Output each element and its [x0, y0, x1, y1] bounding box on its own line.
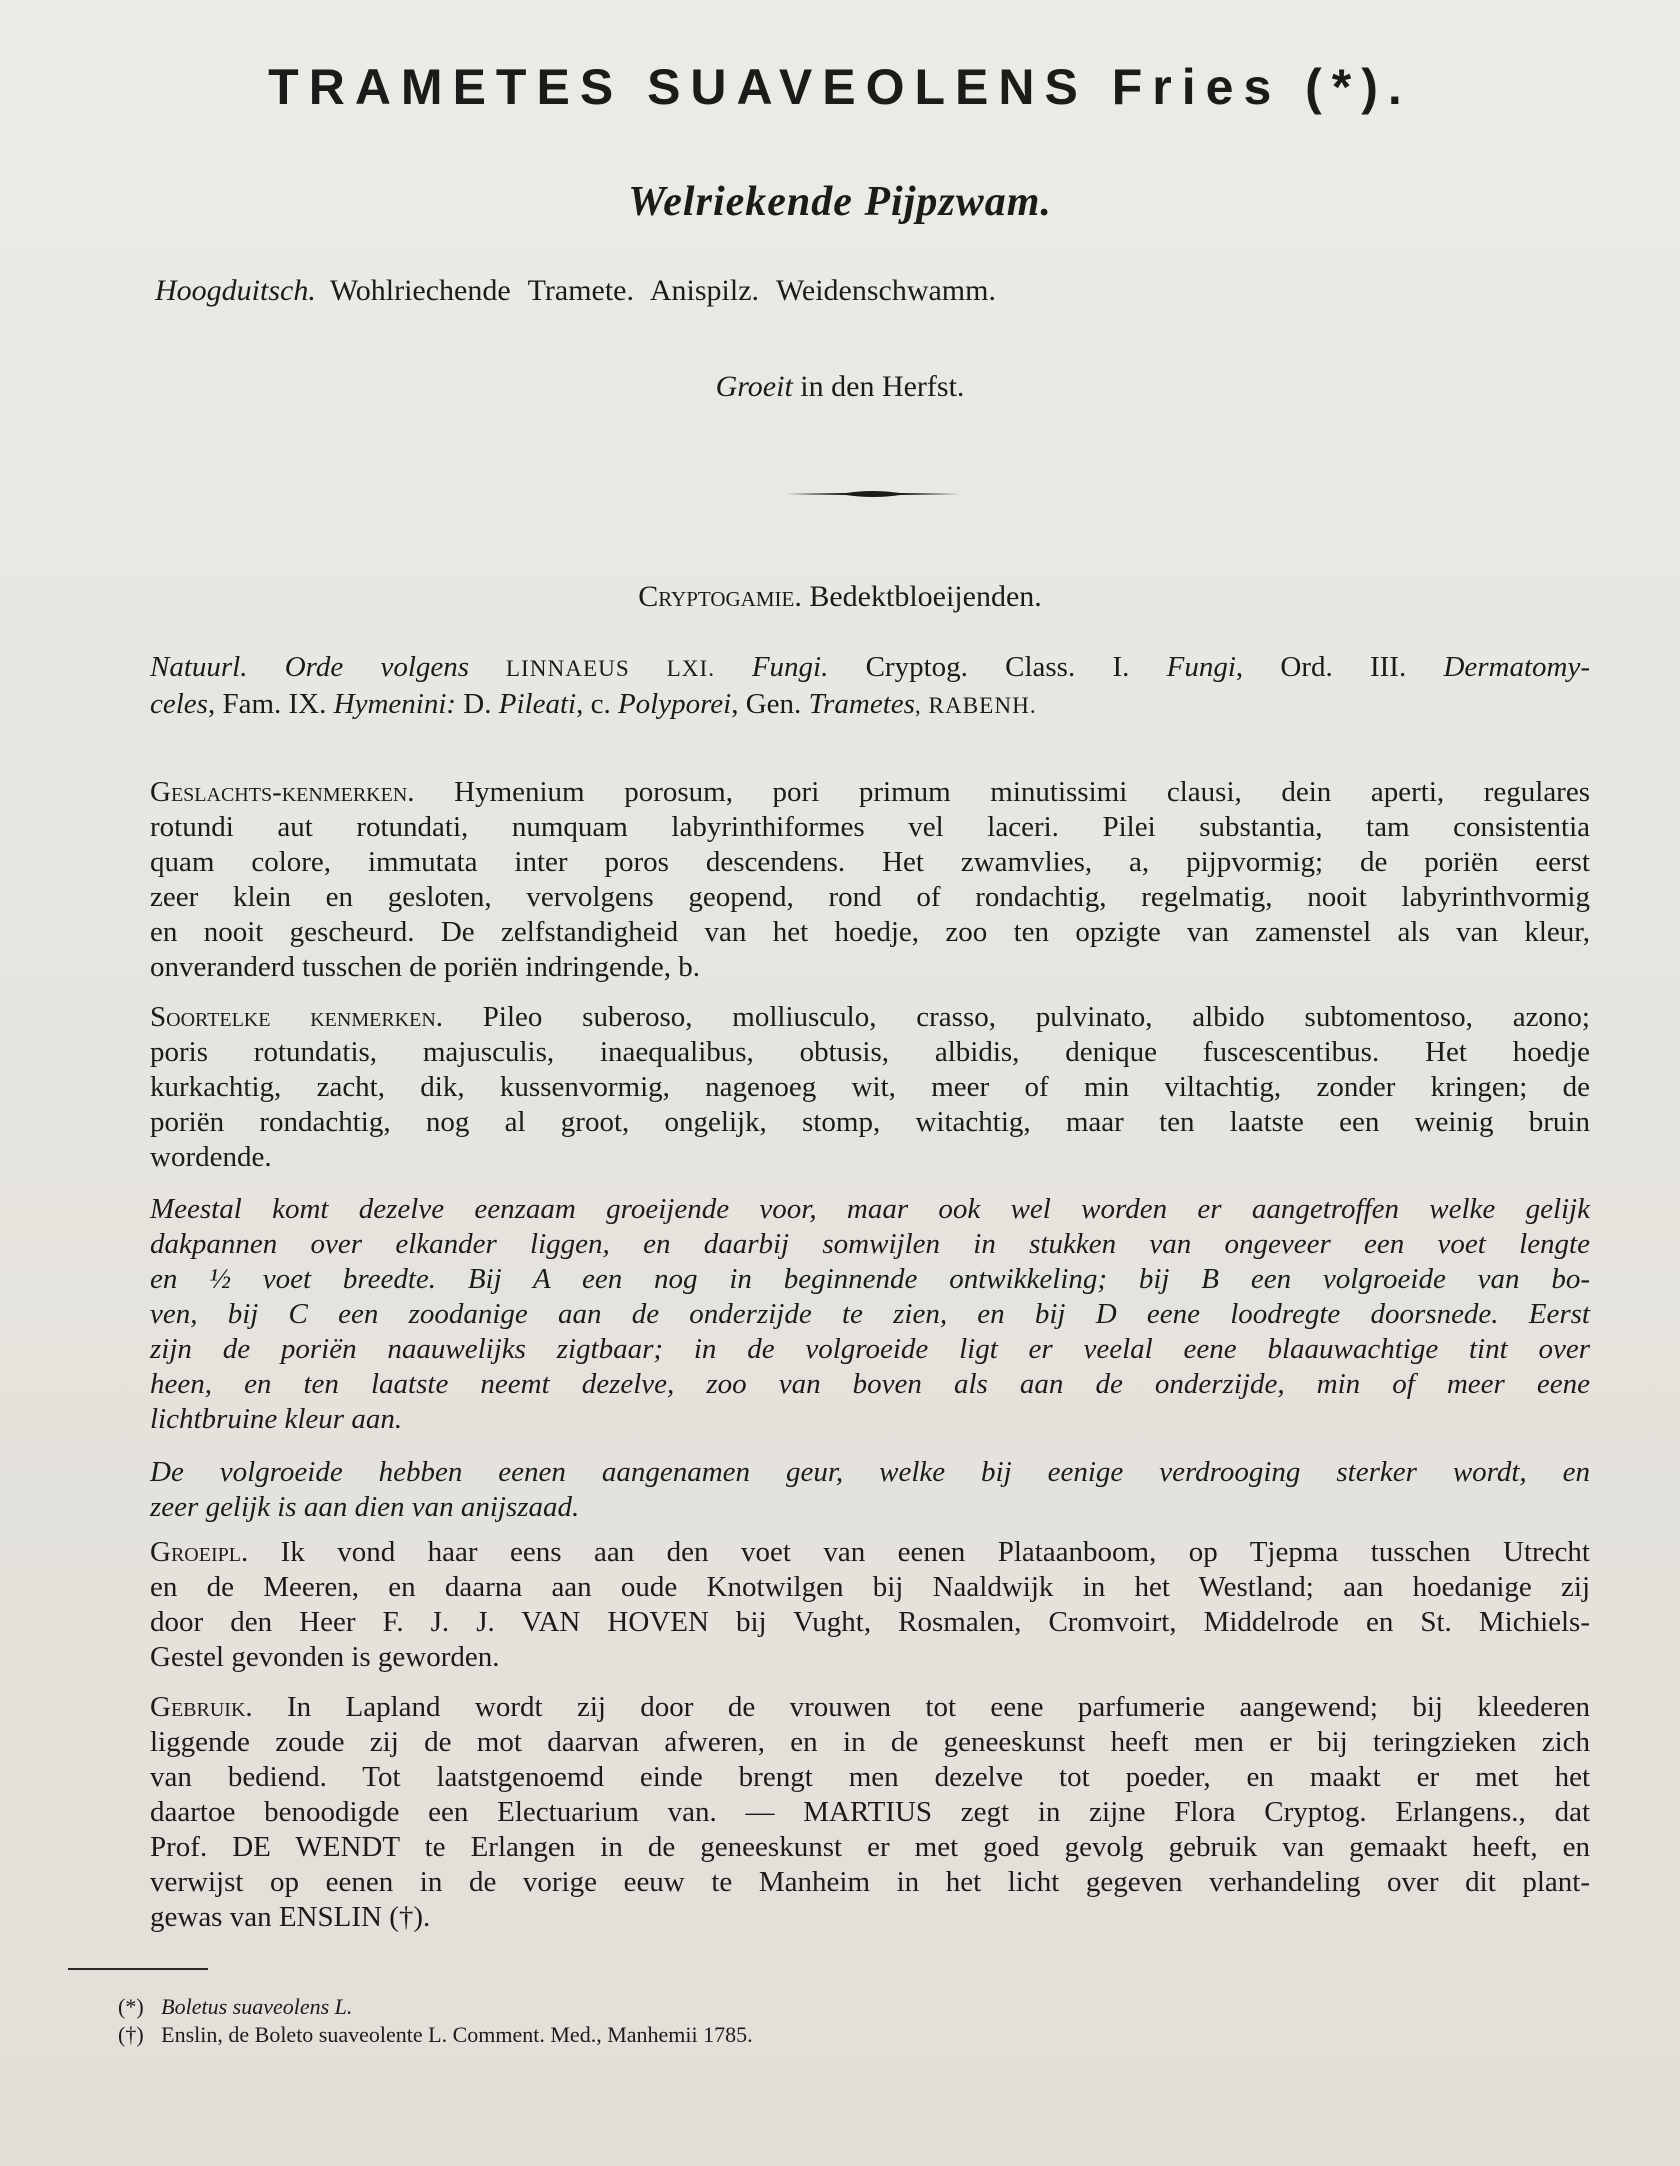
growing-season [0, 370, 1680, 404]
description-line: dakpannen over elkander liggen, en daarbij somwijlen in stukken van ongeveer een voet lengte [150, 1228, 1590, 1260]
natural-order [150, 650, 1590, 724]
habitat-line [150, 1535, 1590, 1570]
order-text: celes [150, 688, 208, 720]
usage [150, 1690, 1590, 1935]
description-line: Meestal komt dezelve eenzaam groeijende voor, maar ook wel worden er aangetroffen welke gelijk [150, 1193, 1590, 1225]
footnote-text: Boletus suaveolens L. [161, 1994, 353, 2019]
species-text: Pileo suberoso, molliusculo, crasso, pulvinato, albido subtomentoso, azono; [443, 1001, 1590, 1033]
description-line: en ½ voet breedte. Bij A een nog in beginnende ontwikkeling; bij B een volgroeide van bo- [150, 1263, 1590, 1295]
order-text: D. [456, 688, 499, 720]
description-line: zijn de poriën naauwelijks zigtbaar; in de volgroeide ligt er veelal eene blaauwachtige tint over [150, 1333, 1590, 1365]
footnote [118, 1994, 352, 2020]
order-text: Fungi. [751, 651, 829, 683]
habitat-line: en de Meeren, en daarna aan oude Knotwilgen bij Naaldwijk in het Westland; aan hoedanige zij [150, 1571, 1590, 1603]
classification-text: Bedektbloeijenden. [801, 580, 1042, 613]
order-text: Cryptog. Class. I. [828, 651, 1167, 683]
usage-line: liggende zoude zij de mot daarvan afweren, en in de geneeskunst heeft men er bij teringzieken zich [150, 1726, 1590, 1758]
order-text: Trametes [808, 688, 915, 720]
order-text: , Fam. IX. [207, 688, 334, 720]
order-text: , Ord. III. [1235, 651, 1444, 683]
habitat [150, 1535, 1590, 1675]
order-line-1 [150, 650, 1590, 687]
usage-line: van bediend. Tot laatstgenoemd einde brengt men dezelve tot poeder, en maakt er met het [150, 1761, 1590, 1793]
smell-note [150, 1455, 1590, 1525]
description [150, 1192, 1590, 1437]
order-text: Polyporei [617, 688, 732, 720]
genus-text: Hymenium porosum, pori primum minutissimi clausi, dein aperti, regulares [414, 776, 1590, 808]
order-text: , RABENH. [914, 693, 1037, 719]
species-characteristics [150, 1000, 1590, 1175]
smell-line: De volgroeide hebben eenen aangenamen geur, welke bij eenige verdrooging sterker wordt, en [150, 1456, 1590, 1488]
season-text: in den Herfst. [792, 370, 965, 403]
usage-line [150, 1690, 1590, 1725]
genus-line [150, 775, 1590, 810]
usage-line: verwijst op eenen in de vorige eeuw te Manheim in het licht gegeven verhandeling over dit plant- [150, 1866, 1590, 1898]
genus-label: Geslachts-kenmerken. [150, 776, 415, 808]
order-line-2 [150, 687, 1590, 724]
order-text: LINNAEUS LXI. [469, 656, 752, 682]
order-text: , Gen. [731, 688, 809, 720]
species-line: wordende. [150, 1141, 272, 1173]
classification [0, 580, 1680, 614]
habitat-line: door den Heer F. J. J. VAN HOVEN bij Vught, Rosmalen, Cromvoirt, Middelrode en St. Michiels- [150, 1606, 1590, 1638]
footnote-mark: (*) [118, 1994, 144, 2019]
footnote [118, 2022, 753, 2048]
order-text: Pileati [498, 688, 577, 720]
order-text: , c. [576, 688, 618, 720]
order-text: Fungi [1166, 651, 1236, 683]
ornament-divider [786, 489, 960, 499]
order-text: Natuurl. Orde volgens [150, 651, 470, 683]
species-line: kurkachtig, zacht, dik, kussenvormig, nagenoeg wit, meer of min viltachtig, zonder kringen; de [150, 1071, 1590, 1103]
genus-line: en nooit gescheurd. De zelfstandigheid van het hoedje, zoo ten opzigte van zamenstel als van kleur, [150, 916, 1590, 948]
order-text: Hymenini: [333, 688, 457, 720]
genus-line: onveranderd tusschen de poriën indringende, b. [150, 951, 701, 983]
order-text: Dermatomy- [1443, 651, 1591, 683]
german-names [155, 274, 996, 308]
description-line: ven, bij C een zoodanige aan de onderzijde te zien, en bij D eene loodregte doorsnede. Eerst [150, 1298, 1590, 1330]
species-line: poris rotundatis, majusculis, inaequalibus, obtusis, albidis, denique fuscescentibus. Het hoedje [150, 1036, 1590, 1068]
species-line [150, 1000, 1590, 1035]
description-line: heen, en ten laatste neemt dezelve, zoo van boven als aan de onderzijde, min of meer eene [150, 1368, 1590, 1400]
species-label: Soortelke kenmerken. [150, 1001, 444, 1033]
usage-line: Prof. DE WENDT te Erlangen in de geneeskunst er met goed gevolg gebruik van gemaakt heeft, en [150, 1831, 1590, 1863]
genus-line: zeer klein en gesloten, vervolgens geopend, rond of rondachtig, regelmatig, nooit labyrinthvormig [150, 881, 1590, 913]
genus-line: rotundi aut rotundati, numquam labyrinthiformes vel laceri. Pilei substantia, tam consistentia [150, 811, 1590, 843]
description-line: lichtbruine kleur aan. [150, 1403, 403, 1435]
usage-text: In Lapland wordt zij door de vrouwen tot eene parfumerie aangewend; bij kleederen [252, 1691, 1590, 1723]
german-label: Hoogduitsch. [155, 274, 316, 307]
page-subtitle: Welriekende Pijpzwam. [628, 179, 1052, 225]
genus-characteristics [150, 775, 1590, 985]
habitat-line: Gestel gevonden is geworden. [150, 1641, 500, 1673]
german-text: Wohlriechende Tramete. Anispilz. Weidenschwamm. [329, 274, 996, 307]
genus-line: quam colore, immutata inter poros descendens. Het zwamvlies, a, pijpvormig; de poriën eerst [150, 846, 1590, 878]
page-title: TRAMETES SUAVEOLENS Fries (*). [268, 59, 1412, 115]
classification-label: Cryptogamie. [638, 580, 802, 613]
habitat-label: Groeipl. [150, 1536, 249, 1568]
habitat-text: Ik vond haar eens aan den voet van eenen Plataanboom, op Tjepma tusschen Utrecht [248, 1536, 1590, 1568]
footnote-text: Enslin, de Boleto suaveolente L. Comment. Med., Manhemii 1785. [161, 2022, 753, 2047]
smell-line: zeer gelijk is aan dien van anijszaad. [150, 1491, 580, 1523]
footnote-mark: (†) [118, 2022, 144, 2047]
usage-line: gewas van ENSLIN (†). [150, 1901, 431, 1933]
usage-line: daartoe benoodigde een Electuarium van. — MARTIUS zegt in zijne Flora Cryptog. Erlangens., dat [150, 1796, 1590, 1828]
footnote-divider [68, 1968, 208, 1970]
species-line: poriën rondachtig, nog al groot, ongelijk, stomp, witachtig, maar ten laatste een weinig bruin [150, 1106, 1590, 1138]
usage-label: Gebruik. [150, 1691, 253, 1723]
season-label: Groeit [715, 370, 793, 403]
